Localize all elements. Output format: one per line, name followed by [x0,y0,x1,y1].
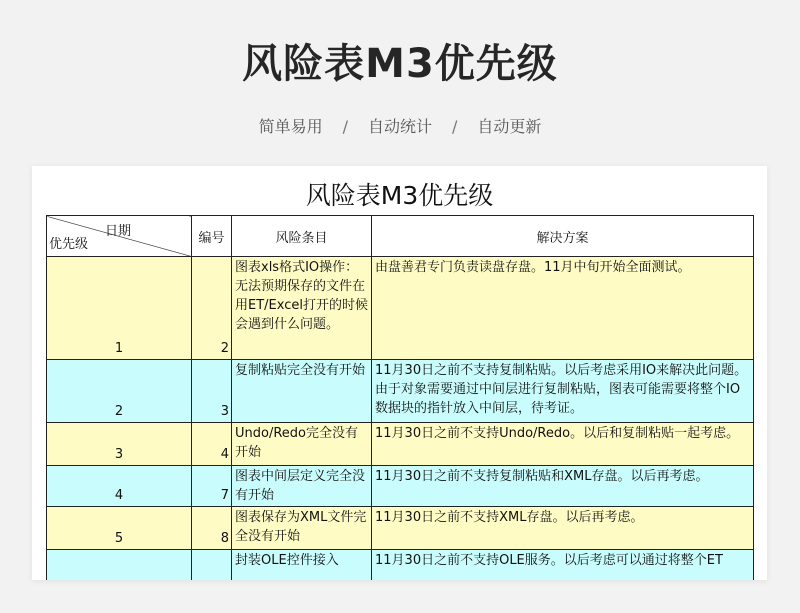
cell-solution[interactable]: 11月30日之前不支持复制粘贴和XML存盘。以后再考虑。 [372,466,754,507]
header-date: 日期 [104,224,131,239]
cell-priority[interactable]: 3 [47,423,192,466]
cell-priority[interactable]: 5 [47,507,192,550]
tagline-item-update: 自动更新 [477,117,542,136]
tagline-item-stats: 自动统计 [367,117,432,136]
cell-solution[interactable]: 11月30日之前不支持XML存盘。以后再考虑。 [372,507,754,550]
cell-solution[interactable]: 11月30日之前不支持OLE服务。以后考虑可以通过将整个ET [372,550,754,581]
cell-solution[interactable]: 由盘善君专门负责读盘存盘。11月中旬开始全面测试。 [372,257,754,360]
cell-risk[interactable]: Undo/Redo完全没有开始 [232,423,372,466]
cell-priority[interactable]: 1 [47,257,192,360]
cell-id[interactable]: 7 [192,466,232,507]
cell-risk[interactable]: 复制粘贴完全没有开始 [232,360,372,423]
table-row [47,466,754,507]
page-title: 风险表M3优先级 [242,41,558,87]
table-header-row [47,216,754,257]
cell-solution[interactable]: 11月30日之前不支持复制粘贴。以后考虑采用IO来解决此问题。由于对象需要通过中间层进行复制粘贴，图表可能需要将整个IO数据块的指针放入中间层，待考证。 [372,360,754,423]
sheet-title: 风险表M3优先级 [305,181,494,210]
cell-risk[interactable]: 封装OLE控件接入 [232,550,372,581]
header-risk[interactable]: 风险条目 [232,216,372,257]
cell-risk[interactable]: 图表保存为XML文件完全没有开始 [232,507,372,550]
diagonal-header-cell[interactable] [47,216,192,257]
cell-priority[interactable]: 2 [47,360,192,423]
cell-solution[interactable]: 11月30日之前不支持Undo/Redo。以后和复制粘贴一起考虑。 [372,423,754,466]
cell-risk[interactable]: 图表xls格式IO操作：无法预期保存的文件在用ET/Excel打开的时候会遇到什么问题。 [232,257,372,360]
table-row [47,257,754,360]
cell-priority[interactable] [47,550,192,581]
table-row [47,423,754,466]
tagline-item-easy: 简单易用 [258,117,323,136]
header-priority: 优先级 [49,237,89,252]
table-row [47,360,754,423]
cell-id[interactable]: 8 [192,507,232,550]
cell-id[interactable] [192,550,232,581]
tagline [0,114,800,137]
cell-risk[interactable]: 图表中间层定义完全没有开始 [232,466,372,507]
spreadsheet-preview [32,166,767,580]
cell-id[interactable]: 3 [192,360,232,423]
header-id[interactable]: 编号 [192,216,232,257]
cell-id[interactable]: 2 [192,257,232,360]
cell-priority[interactable]: 4 [47,466,192,507]
risk-table [46,215,754,580]
tagline-separator: / [452,117,458,136]
table-row [47,550,754,581]
tagline-separator: / [342,117,348,136]
cell-id[interactable]: 4 [192,423,232,466]
header-solution[interactable]: 解决方案 [372,216,754,257]
table-row [47,507,754,550]
